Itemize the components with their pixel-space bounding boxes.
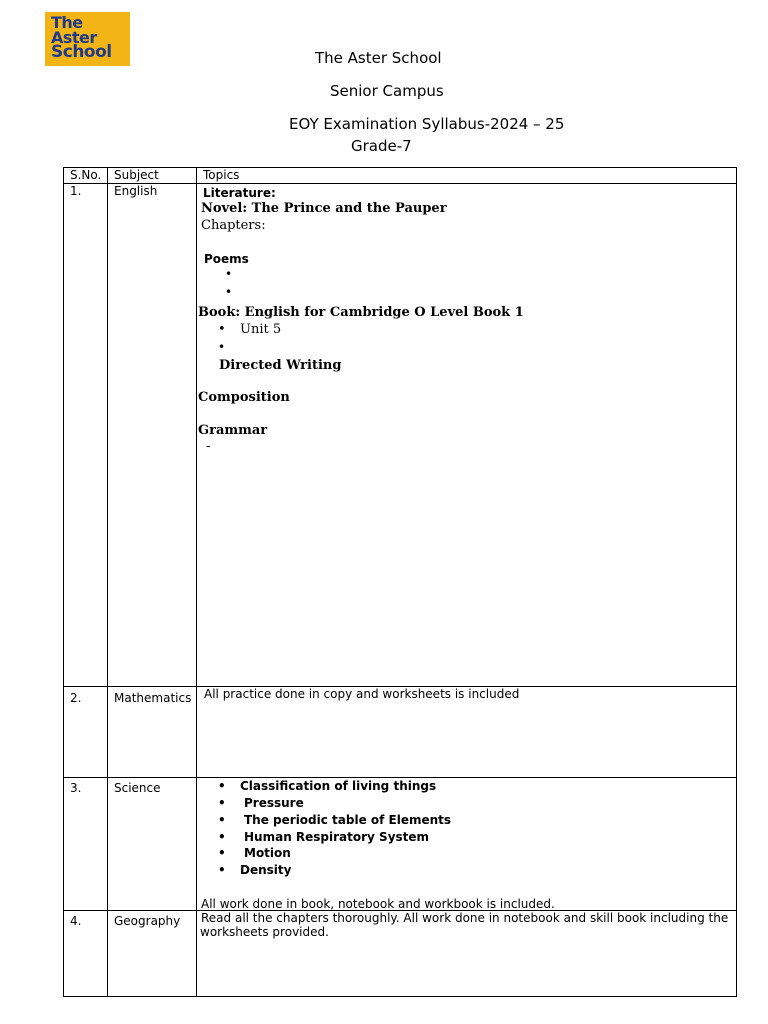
grammar-label: Grammar xyxy=(198,423,268,438)
science-item-label: The periodic table of Elements xyxy=(244,813,452,827)
unit-label: Unit 5 xyxy=(240,322,282,337)
geography-subject: Geography xyxy=(108,911,197,997)
grammar-dash: - xyxy=(206,439,211,454)
science-item: • Density xyxy=(218,863,292,877)
science-note: All work done in book, notebook and workbook is included. xyxy=(201,897,555,911)
table-row-mathematics xyxy=(64,687,737,778)
geography-sno: 4. xyxy=(64,911,108,997)
science-item: • Human Respiratory System xyxy=(218,830,430,844)
unit-item xyxy=(218,322,281,337)
science-subject: Science xyxy=(108,778,197,911)
science-item: • Pressure xyxy=(218,796,304,810)
geography-line-2: worksheets provided. xyxy=(200,925,329,939)
header-subject: Subject xyxy=(108,168,197,184)
school-logo xyxy=(45,12,130,66)
unit-bullet: • xyxy=(218,322,226,337)
maths-sno: 2. xyxy=(64,687,108,778)
table-header-row xyxy=(64,168,737,184)
header-sno: S.No. xyxy=(64,168,108,184)
poems-label: Poems xyxy=(204,252,249,266)
science-item-label: Pressure xyxy=(244,796,304,810)
book-bullet-2: • xyxy=(218,340,226,354)
poem-bullet-2: • xyxy=(225,285,233,299)
maths-subject: Mathematics xyxy=(108,687,197,778)
english-subject: English xyxy=(108,184,197,687)
maths-topics: All practice done in copy and worksheets is included xyxy=(197,687,737,778)
table-row-science xyxy=(64,778,737,911)
chapters-label: Chapters: xyxy=(201,218,266,233)
book-title: Book: English for Cambridge O Level Book 1 xyxy=(198,305,524,320)
header-topics: Topics xyxy=(197,168,737,184)
english-topics xyxy=(197,184,737,687)
literature-label: Literature: xyxy=(203,186,276,200)
science-topics xyxy=(197,778,737,911)
science-sno: 3. xyxy=(64,778,108,911)
science-item: • The periodic table of Elements xyxy=(218,813,452,827)
table-row-english xyxy=(64,184,737,687)
science-item: • Motion xyxy=(218,846,291,860)
exam-title: EOY Examination Syllabus-2024 – 25 xyxy=(289,115,565,133)
grade-title: Grade-7 xyxy=(351,137,412,155)
geography-line-1: Read all the chapters thoroughly. All work done in notebook and skill book including the xyxy=(201,911,729,925)
syllabus-table xyxy=(63,167,737,997)
science-item-label: Density xyxy=(240,863,292,877)
geography-topics xyxy=(197,911,737,997)
poem-bullet-1: • xyxy=(225,267,233,281)
school-name: The Aster School xyxy=(315,49,442,67)
logo-line-1: The xyxy=(51,13,83,32)
campus-name: Senior Campus xyxy=(330,82,444,100)
novel-title: Novel: The Prince and the Pauper xyxy=(201,201,447,216)
science-item: • Classification of living things xyxy=(218,779,437,793)
english-sno: 1. xyxy=(64,184,108,687)
science-item-label: Classification of living things xyxy=(240,779,437,793)
science-item-label: Human Respiratory System xyxy=(244,830,430,844)
composition-label: Composition xyxy=(198,390,290,405)
science-item-label: Motion xyxy=(244,846,291,860)
logo-line-3: School xyxy=(51,42,112,62)
logo-line-2: Aster xyxy=(51,28,97,47)
table-row-geography xyxy=(64,911,737,997)
directed-writing-label: Directed Writing xyxy=(219,358,342,373)
